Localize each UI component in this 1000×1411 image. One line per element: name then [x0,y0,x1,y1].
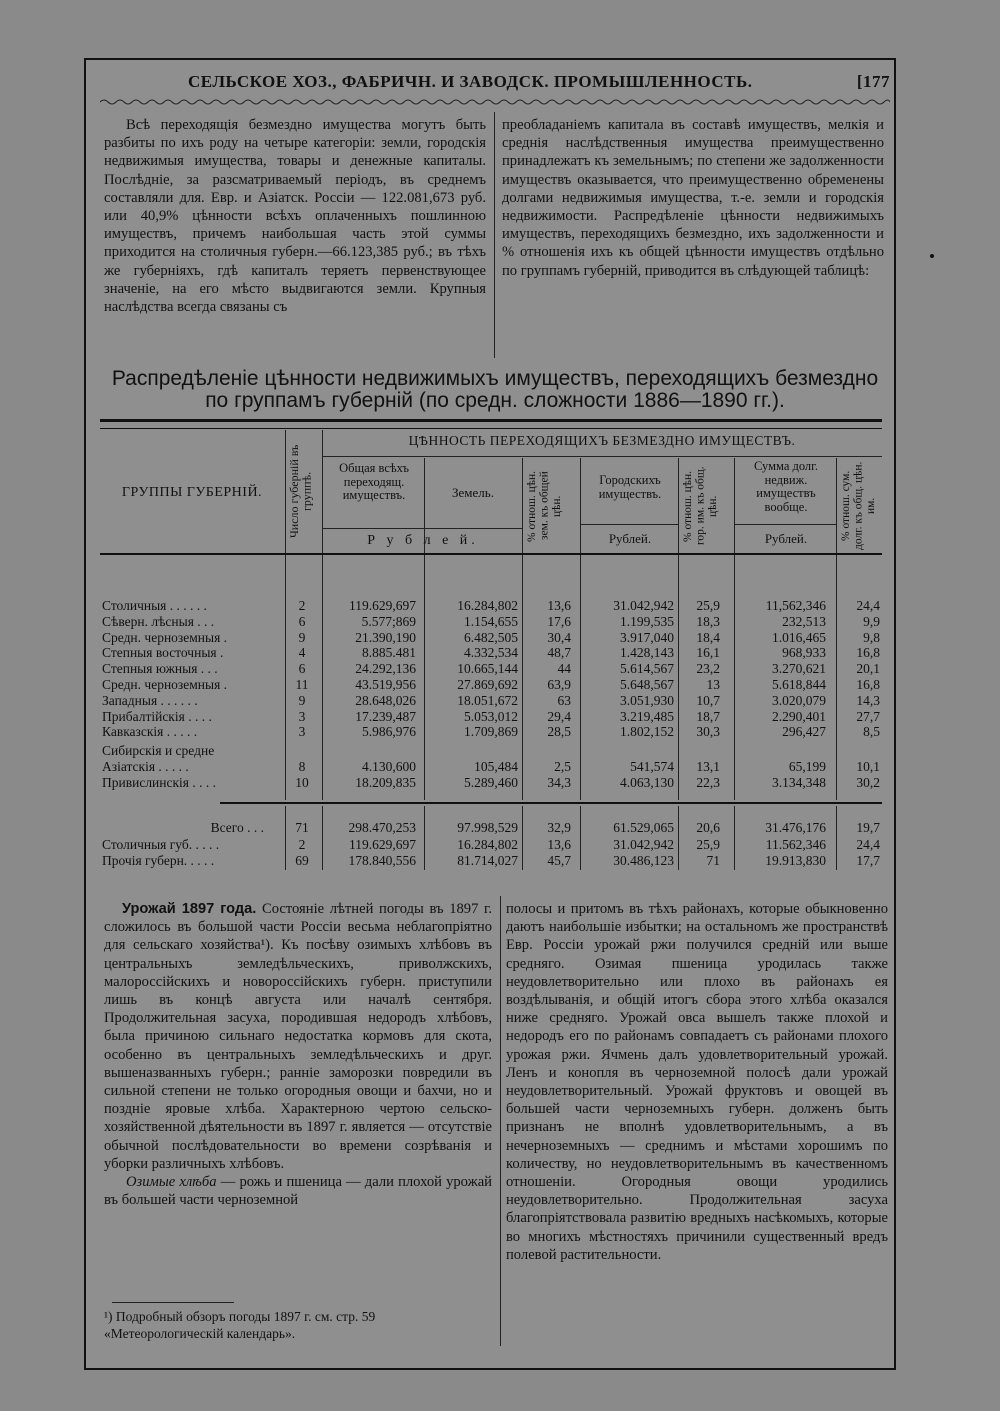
row-group-name: Привислинскія . . . . [102,774,217,790]
header-value-span: ЦѢННОСТЬ ПЕРЕХОДЯЩИХЪ БЕЗМЕЗДНО ИМУЩЕСТВЪ. [408,433,796,448]
row-group-name: Степныя восточныя . [102,645,224,661]
row-total-value: 24.292,136 [355,661,416,677]
table-row [100,598,890,614]
row-group-name: Азіатскія . . . . . [102,759,189,774]
row-city-value: 30.486,123 [613,853,674,868]
row-debt-value: 3.020,079 [772,692,826,708]
row-land-value: 5.289,460 [464,774,518,790]
table-row [100,661,890,677]
row-land-pct: 29,4 [547,708,571,724]
table-totals-rule [220,802,882,804]
row-count: 9 [298,629,306,645]
table-header-bottom-rule [100,553,882,555]
row-count: 8 [298,759,306,774]
page-frame-top [84,58,896,60]
row-land-pct: 63 [557,692,571,708]
row-group-name: Столичныя губ. . . . . [102,836,220,852]
row-land-value: 1.709,869 [464,724,518,740]
table-title-line1: Распредѣленіе цѣнности недвижимыхъ имуществъ, переходящихъ безмездно [111,367,879,390]
table-row [100,693,890,709]
row-land-pct: 48,7 [547,645,571,661]
row-city-pct: 20,6 [696,820,720,835]
table-row-continuation [100,743,890,759]
table-row [100,724,890,740]
header-total: Общая всѣхъ переходящ. имуществъ. [339,461,409,502]
row-land-value: 16.284,802 [457,598,518,613]
intro-right-column [502,116,884,280]
row-count: 6 [298,613,306,629]
row-debt-value: 968,933 [782,645,826,661]
header-city: Городскихъ имуществъ. [598,473,662,501]
row-total-value: 28.648,026 [355,692,416,708]
row-city-pct: 13,1 [696,759,720,774]
row-city-value: 61.529,065 [613,820,674,835]
row-city-pct: 18,4 [696,629,720,645]
row-land-value: 18.051,672 [457,692,518,708]
row-debt-pct: 8,5 [863,724,880,740]
table-row [100,820,890,836]
table-row [100,775,890,791]
harvest-left-text: Состояніе лѣтней погоды въ 1897 г. сложилось въ большой части Россіи весьма неблагопріятно для сельскаго хозяйства¹). Къ посѣву озимыхъ хлѣбовъ въ центральныхъ земледѣльческихъ, приволжскихъ, малороссійскихъ и новороссійскихъ губерн. приступили лишь въ концѣ августа или началѣ сентября. Продолжительная засуха, породившая недородъ хлѣбовъ, была причиною сильнаго недостатка кормовъ для скота, особенно въ центральныхъ земледѣльческихъ и друг. вышеназванныхъ губерн.; ранніе заморозки повредили въ сильной степени не только огородныя овощи и бахчи, но и поздніе яровые хлѣба. Характерною чертою сельско-хозяйственной дѣятельности въ 1897 г. является — отсутствіе обычной послѣдовательности во времени созрѣванія и уборки различныхъ хлѣбовъ. [104,901,492,1172]
running-head-title: СЕЛЬСКОЕ ХОЗ., ФАБРИЧН. И ЗАВОДСК. ПРОМЫШЛЕННОСТЬ. [188,72,753,91]
row-land-value: 5.053,012 [464,708,518,724]
row-city-pct: 16,1 [696,645,720,661]
row-debt-pct: 24,4 [856,836,880,852]
row-count: 3 [298,708,306,724]
row-city-value: 1.199,535 [620,613,674,629]
column-divider-bottom [500,896,501,1346]
row-count: 9 [298,692,306,708]
row-city-pct: 30,3 [696,724,720,740]
row-city-pct: 22,3 [696,774,720,790]
row-city-value: 3.051,930 [620,692,674,708]
table-row [100,853,890,869]
row-debt-value: 11.562,346 [765,836,826,852]
table-top-rule-thin [100,428,882,429]
row-land-value: 10.665,144 [457,661,518,677]
footnote-rule [112,1302,234,1303]
row-debt-value: 2.290,401 [772,708,826,724]
row-group-name-line1: Сибирскія и средне [102,743,215,759]
row-land-pct: 30,4 [547,629,571,645]
row-land-value: 16.284,802 [457,836,518,852]
table-header-rule [580,524,678,525]
row-land-pct: 32,9 [547,820,571,835]
row-debt-pct: 27,7 [856,708,880,724]
row-group-name: Степныя южныя . . . [102,661,218,677]
row-city-value: 3.219,485 [620,708,674,724]
row-group-name: Прибалтійскія . . . . [102,708,212,724]
row-count: 69 [295,853,309,868]
harvest-right-column [506,900,888,1264]
row-total-value: 119.629,697 [349,598,416,613]
row-debt-pct: 9,8 [863,629,880,645]
table-row [100,759,890,775]
row-total-value: 17.239,487 [355,708,416,724]
row-count: 6 [298,661,306,677]
row-debt-value: 1.016,465 [772,629,826,645]
row-debt-value: 3.270,621 [772,661,826,677]
row-land-value: 27.869,692 [457,677,518,692]
table-title-line2: по группамъ губерній (по средн. сложности 1886—1890 гг.). [205,389,785,412]
row-debt-pct: 9,9 [863,613,880,629]
row-debt-pct: 16,8 [856,645,880,661]
row-city-value: 3.917,040 [620,629,674,645]
row-land-pct: 34,3 [547,774,571,790]
row-count: 3 [298,724,306,740]
row-debt-pct: 30,2 [856,774,880,790]
row-group-name: Средн. черноземныя . [102,677,228,692]
harvest-left-column [104,900,492,1209]
table-title [100,368,890,412]
row-land-pct: 28,5 [547,724,571,740]
header-groups: ГРУППЫ ГУБЕРНІЙ. [121,485,263,500]
row-debt-value: 5.618,844 [772,677,826,692]
row-land-pct: 13,6 [547,836,571,852]
row-count: 71 [295,820,309,835]
row-total-value: 43.519,956 [355,677,416,692]
row-city-value: 31.042,942 [613,836,674,852]
row-group-name: Западныя . . . . . . [102,692,198,708]
row-debt-pct: 20,1 [856,661,880,677]
intro-left-column [104,116,486,316]
row-debt-value: 232,513 [782,613,826,629]
row-debt-value: 296,427 [782,724,826,740]
row-group-name: Кавказскія . . . . . [102,724,198,740]
row-total-value: 5.577;869 [361,613,416,629]
row-total-value: 298.470,253 [348,820,416,835]
row-land-pct: 63,9 [547,677,571,692]
row-count: 2 [298,598,306,613]
row-city-pct: 13 [706,677,720,692]
row-debt-value: 31.476,176 [765,820,826,835]
harvest-left-paragraph-2 [104,1173,492,1209]
header-land: Земель. [452,485,494,500]
row-land-pct: 45,7 [547,853,571,868]
row-city-value: 1.802,152 [620,724,674,740]
table-top-rule [100,419,882,422]
row-group-name: Столичныя . . . . . . [102,598,207,613]
row-city-pct: 18,7 [696,708,720,724]
row-total-value: 18.209,835 [355,774,416,790]
table-header-rule [322,528,522,529]
table-row [100,645,890,661]
row-city-value: 4.063,130 [620,774,674,790]
column-divider-top [494,112,495,358]
intro-right-paragraph: преобладаніемъ капитала въ составѣ имуществъ, мелкія и среднія наслѣдственныя имущества преимущественно принадлежатъ къ земельнымъ; по степени же задолженности имуществъ оказывается, что преимущественно обременены долгами недвижимыя имущества, т.-е. земли и городскія недвижимости. Распредѣленіе цѣнности недвижимыхъ имуществъ, переходящихъ безмездно, ихъ задолженности и % отношенія ихъ къ общей цѣнности имуществъ отдѣльно по группамъ губерній, приводится въ слѣдующей таблицѣ: [502,117,884,279]
table-header-rule [322,456,882,457]
row-count: 4 [298,645,306,661]
row-city-pct: 23,2 [696,661,720,677]
row-debt-pct: 24,4 [856,598,880,613]
row-land-value: 81.714,027 [457,853,518,868]
page-frame-right [894,58,896,1370]
row-land-value: 4.332,534 [464,645,518,661]
intro-left-paragraph: Всѣ переходящія безмездно имущества могутъ быть разбиты по ихъ роду на четыре категоріи: земли, городскія недвижимыя имущества, товары и денежные капиталы. Послѣдніе, за разсматриваемый періодъ, въ среднемъ составляли для. Евр. и Азіатск. Россіи — 122.081,673 руб. или 40,9% цѣнности всѣхъ оплаченныхъ пошлинною имуществъ, причемъ наибольшая часть этой суммы приходится на столичныя губерн.—66.123,385 руб.; въ тѣхъ же губерніяхъ, гдѣ капиталъ теряетъ первенствующее значеніе, на его мѣсто выдвигаются земли. Крупныя наслѣдства всегда связаны съ [104,117,486,316]
row-group-name: Всего . . . [210,820,264,835]
row-count: 11 [295,677,309,692]
row-land-pct: 2,5 [554,759,571,774]
row-city-value: 1.428,143 [620,645,674,661]
row-count: 2 [298,836,306,852]
row-total-value: 5.986,976 [362,724,416,740]
row-city-pct: 25,9 [696,598,720,613]
footnote: ¹) Подробный обзоръ погоды 1897 г. см. стр. 59 «Метеорологическій календарь». [104,1309,376,1341]
row-land-value: 105,484 [474,759,518,774]
page-frame-bottom [84,1368,896,1370]
wavy-rule [100,98,890,106]
row-debt-value: 3.134,348 [772,774,826,790]
header-debt: Сумма долг. недвиж. имуществъ вообще. [753,459,819,514]
header-rubles-spaced: Р у б л е й. [367,533,479,548]
row-debt-pct: 17,7 [856,853,880,868]
row-land-pct: 13,6 [547,598,571,613]
page-number: [177 [856,72,890,91]
row-debt-pct: 10,1 [856,759,880,774]
row-city-value: 31.042,942 [613,598,674,613]
harvest-heading: Урожай 1897 года. [122,901,257,917]
row-total-value: 178.840,556 [348,853,416,868]
row-total-value: 8.885.481 [362,645,416,661]
row-debt-pct: 16,8 [856,677,880,692]
row-land-pct: 44 [557,661,571,677]
speck [930,254,934,258]
harvest-left-paragraph [104,900,492,1173]
row-total-value: 119.629,697 [349,836,416,852]
row-group-name: Сѣверн. лѣсныя . . . [102,613,215,629]
header-city-pct: % отнош. цѣн. гор. им. къ общ. цѣн. [682,466,719,546]
header-debt-rubles: Рублей. [764,531,808,546]
table-row [100,614,890,630]
table-row [100,630,890,646]
row-debt-pct: 19,7 [856,820,880,835]
header-count: Число губерній въ группѣ. [287,444,314,538]
harvest-right-paragraph: полосы и притомъ въ тѣхъ районахъ, которые обыкновенно даютъ наибольшіе избытки; на остальномъ же пространствѣ Евр. Россіи урожай ржи получился средній или выше средняго. Озимая пшеница уродилась также неудовлетворительно или плохо въ районахъ ея воздѣлыванія, и общій итогъ сбора этого хлѣба оказался ниже средняго. Урожай овса вышелъ также плохой и недородъ его по районамъ совпадаетъ съ районами плохого урожая ржи. Ячмень далъ удовлетворительный урожай. Ленъ и конопля въ черноземной полосѣ дали урожай неудовлетворительный. Урожай фруктовъ и овощей въ большей части черноземныхъ губерн. долженъ быть признанъ не вполнѣ удовлетворительнымъ, а въ нечерноземныхъ — среднимъ и мѣстами хорошимъ по количеству, но неудовлетворительнымъ въ качественномъ отношеніи. Огородныя овощи уродились неудовлетворительно. Продолжительная засуха благопріятствовала развитію вредныхъ насѣкомыхъ, которые во многихъ мѣстностяхъ причинили существенный вредъ полевой растительности. [506,901,888,1263]
table-row [100,837,890,853]
row-city-value: 541,574 [630,759,674,774]
harvest-winter-grains: Озимые хлѣба [126,1174,217,1191]
harvest-left-text-2: — рожь и пшеница — дали плохой урожай въ большей части черноземной [104,1174,492,1209]
header-land-pct: % отнош. цѣн. зем. къ общей цѣн. [526,470,563,542]
header-city-rubles: Рублей. [608,531,652,546]
row-city-pct: 10,7 [696,692,720,708]
table-row [100,709,890,725]
running-head [100,70,890,94]
row-land-value: 1.154,655 [464,613,518,629]
row-city-pct: 25,9 [696,836,720,852]
row-debt-value: 11,562,346 [765,598,826,613]
row-city-value: 5.648,567 [620,677,674,692]
row-count: 10 [295,774,309,790]
header-debt-pct: % отнош. сум. долг. къ общ. цѣн. им. [840,461,877,551]
row-city-value: 5.614,567 [620,661,674,677]
page-frame-left [84,58,86,1370]
row-debt-pct: 14,3 [856,692,880,708]
row-debt-value: 65,199 [788,759,826,774]
table-row [100,677,890,693]
row-land-value: 97.998,529 [457,820,518,835]
row-group-name: Прочія губерн. . . . . [102,853,215,868]
row-group-name: Средн. черноземныя . [102,629,228,645]
row-land-pct: 17,6 [547,613,571,629]
row-debt-value: 19.913,830 [765,853,826,868]
row-land-value: 6.482,505 [464,629,518,645]
row-total-value: 4.130,600 [362,759,416,774]
row-total-value: 21.390,190 [355,629,416,645]
row-city-pct: 71 [706,853,720,868]
row-city-pct: 18,3 [696,613,720,629]
table-header-rule [734,524,836,525]
